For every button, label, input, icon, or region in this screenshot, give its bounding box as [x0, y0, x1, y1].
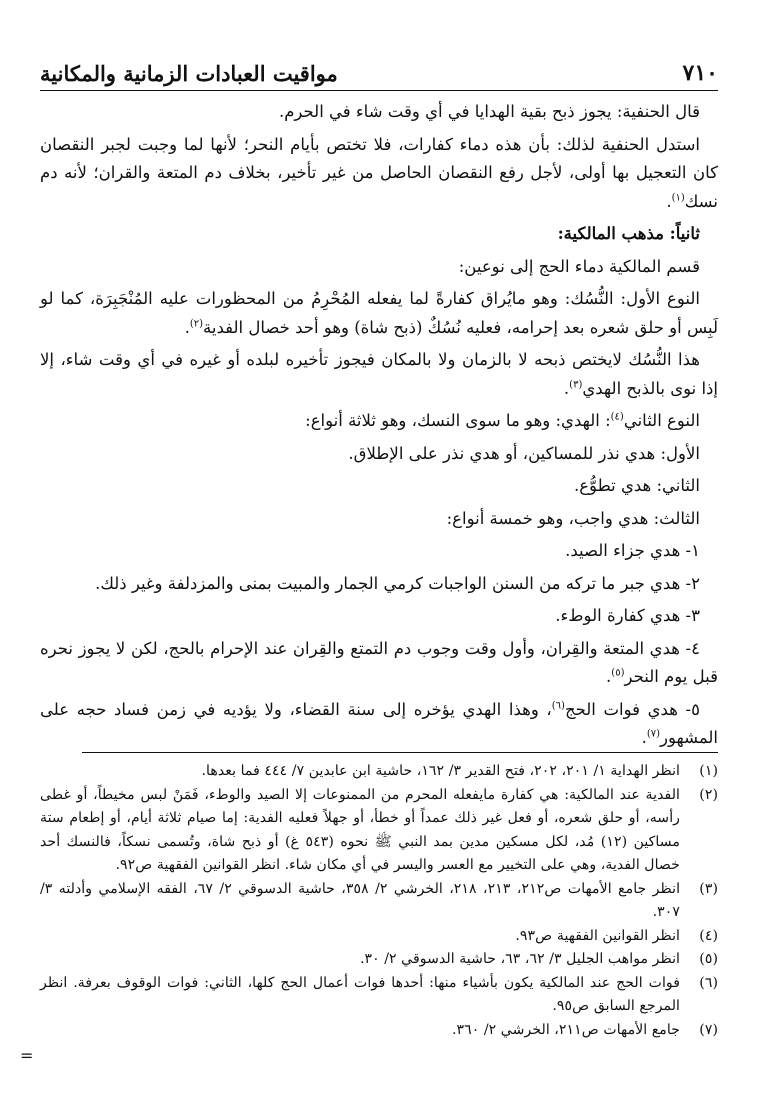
paragraph-hady-second: الثاني: هدي تطوُّع.	[573, 476, 700, 495]
list-item-text: ، وهذا الهدي يؤخره إلى سنة القضاء، ولا يؤديه في زمن فساد حجه على المشهور	[40, 699, 718, 747]
footnote-text: انظر جامع الأمهات ص٢١٢، ٢١٣، ٢١٨، الخرشي ٢/ ٣٥٨، حاشية الدسوقي ٢/ ٦٧، الفقه الإسلامي وأدلته ٣/ ٣٠٧.	[40, 880, 681, 920]
footnote-number: (٤)	[699, 927, 718, 944]
edge-mark: =	[20, 1046, 34, 1065]
footnote-text: انظر الهداية ١/ ٢٠١، ٢٠٢، فتح القدير ٣/ ١٦٢، حاشية ابن عابدين ٧/ ٤٤٤ فما بعدها.	[201, 763, 680, 779]
list-item: ٢- هدي جبر ما تركه من السنن الواجبات كرمي الجمار والمبيت بمنى والمزدلفة وغير ذلك.	[95, 573, 700, 593]
footnote	[40, 878, 718, 925]
footnote	[40, 760, 718, 784]
list-item-text: ٥- هدي فوات الحج	[564, 699, 701, 719]
paragraph-text: : الهدي: وهو ما سوى النسك، وهو ثلاثة أنواع:	[305, 411, 611, 430]
paragraph-nusuk-timing	[40, 346, 718, 403]
paragraph-end: .	[563, 378, 570, 398]
footnote-text: جامع الأمهات ص٢١١، الخرشي ٢/ ٣٦٠.	[451, 1021, 680, 1038]
footnote-ref: (٢)	[189, 318, 204, 329]
footnote	[40, 925, 718, 949]
list-item	[40, 696, 718, 753]
list-item: ٣- هدي كفارة الوطء.	[555, 606, 700, 625]
header-rule	[40, 90, 718, 91]
paragraph-second-type	[40, 407, 718, 436]
footnote	[40, 972, 718, 1019]
page-header	[40, 56, 718, 86]
footnote-ref: (٥)	[611, 667, 625, 679]
footnote-text: الفدية عند المالكية: هي كفارة مايفعله المحرم من الممنوعات إلا الصيد والوطء، فَمَنْ لبس مخيطاً، أو غطى رأسه، أو حلق شعره، أو فعل غير ذلك عمداً أو خطأ، أو جهلاً فعليه الفدية: إما صيام ثلاثة أيام، أو إطعام ستة مساكين (١٢) مُد، لكل مسكين مدين بمد النبي ﷺ نحوه (٥٤٣ غ) أو ذبح شاة، وتُسمى نسكاً، فالنسك أحد خصال الفدية، وهي على التخيير مع العسر واليسر في أي مكان شاء. انظر القوانين الفقهية ص٩٢.	[40, 786, 680, 873]
paragraph-text: النوع الأول: النُّسُك: وهو مايُراق كفارةً لما يفعله المُحْرِمُ من المحظورات عليه المُنْجَبِرَة، كما لو لَبِس أو حلق شعره بعد إحرامه، فعليه نُسُكٌ (ذبح شاة) وهو أحد خصال الفدية	[40, 289, 718, 337]
footnote-text: فوات الحج عند المالكية يكون بأشياء منها: أحدها فوات أعمال الحج كلها، الثاني: فوات الوقوف بعرفة. انظر المرجع السابق ص٩٥.	[40, 974, 680, 1014]
paragraph-end: .	[184, 317, 190, 337]
paragraph-text: هذا النُّسُك لايختص ذبحه لا بالزمان ولا بالمكان فيجوز تأخيره لبلده أو غيره في أي وقت شاء، إلا إذا نوى بالذبح الهدي	[40, 350, 718, 398]
paragraph-end: .	[666, 191, 672, 211]
footnote-ref: (٧)	[646, 728, 661, 740]
footnote-ref: (٣)	[569, 379, 583, 390]
section-heading: ثانياً: مذهب المالكية:	[557, 224, 700, 243]
footnote-text: انظر مواهب الجليل ٣/ ٦٢، ٦٣، حاشية الدسوقي ٢/ ٣٠.	[359, 951, 680, 967]
list-item: ١- هدي جزاء الصيد.	[565, 541, 700, 560]
footnote-text: انظر القوانين الفقهية ص٩٣.	[515, 927, 680, 944]
page-number: ٧١٠	[682, 60, 718, 86]
footnote-number: (٥)	[699, 951, 718, 967]
footnote-ref: (٤)	[610, 411, 624, 423]
footnote	[40, 948, 718, 972]
paragraph-text: استدل الحنفية لذلك: بأن هذه دماء كفارات، فلا تختص بأيام النحر؛ لأنها لما وجبت لجبر النقصان كان التعجيل بها أولى، لأجل رفع النقصان الحاصل من غير تأخير، بخلاف دم المتعة والقران؛ لأنه دم نسك	[40, 134, 718, 211]
footnote-ref: (٦)	[551, 700, 565, 711]
paragraph-first-type	[40, 285, 718, 342]
footnote	[40, 1019, 718, 1043]
footnote-ref: (١)	[671, 192, 685, 203]
list-item-end: .	[641, 728, 647, 747]
footnotes	[40, 760, 718, 1042]
footnote-number: (٣)	[699, 880, 718, 897]
paragraph-maliki-division: قسم المالكية دماء الحج إلى نوعين:	[458, 256, 700, 276]
paragraph-hanafi-opinion: قال الحنفية: يجوز ذبح بقية الهدايا في أي وقت شاء في الحرم.	[278, 102, 700, 121]
main-text	[40, 98, 718, 757]
footnote-number: (١)	[699, 763, 718, 779]
paragraph-hady-third: الثالث: هدي واجب، وهو خمسة أنواع:	[446, 508, 700, 528]
paragraph-text: النوع الثاني	[623, 411, 700, 430]
footnote-number: (٦)	[699, 974, 718, 991]
footnote-number: (٢)	[699, 786, 718, 803]
footnote-separator	[82, 752, 718, 753]
footnote	[40, 784, 718, 878]
footnote-number: (٧)	[699, 1021, 718, 1038]
list-item-text: ٤- هدي المتعة والقِران، وأول وقت وجوب دم التمتع والقِران عند الإحرام بالحج، لكن لا يجوز نحره قبل يوم النحر	[40, 638, 718, 686]
running-title: مواقيت العبادات الزمانية والمكانية	[40, 61, 338, 86]
paragraph-hanafi-evidence	[40, 131, 718, 217]
paragraph-hady-first: الأول: هدي نذر للمساكين، أو هدي نذر على الإطلاق.	[348, 443, 700, 463]
list-item	[40, 635, 718, 692]
list-item-end: .	[606, 667, 612, 686]
